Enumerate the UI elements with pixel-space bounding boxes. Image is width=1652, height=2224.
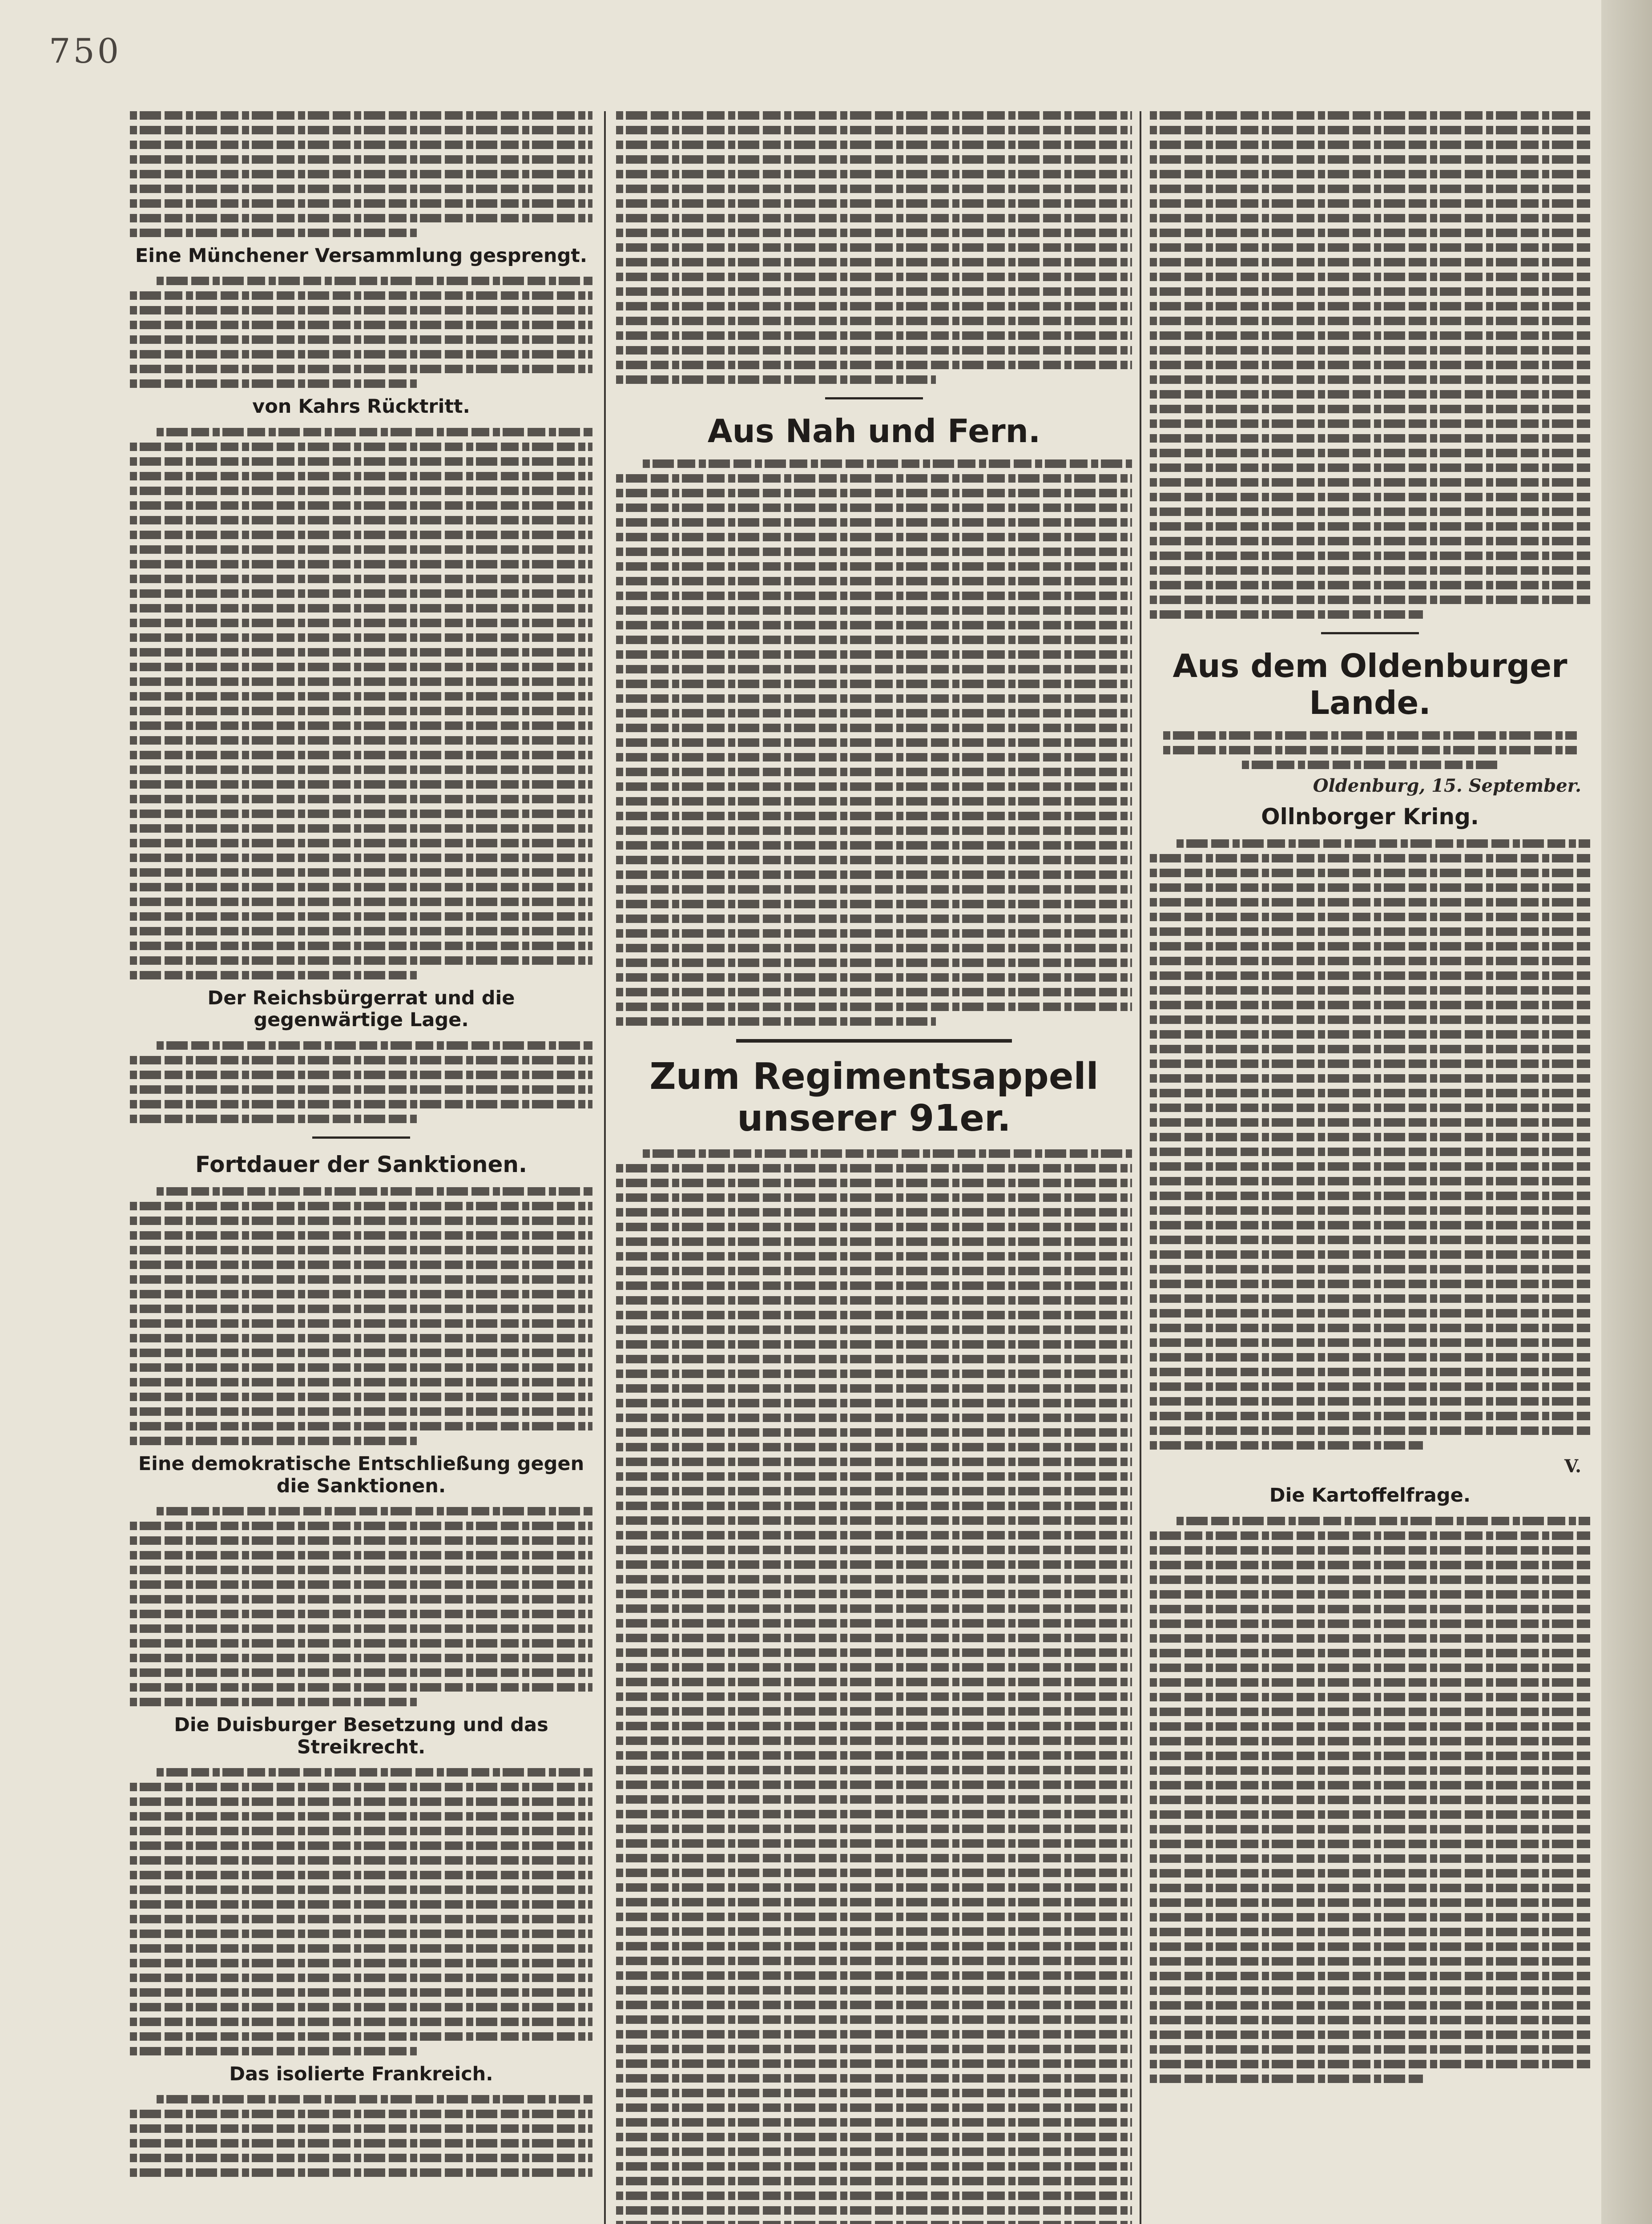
section-divider bbox=[825, 397, 923, 399]
signoff: V. bbox=[1564, 1456, 1581, 1477]
article-text bbox=[130, 111, 592, 237]
article-text bbox=[130, 1768, 592, 2055]
article-text bbox=[616, 1149, 1132, 2224]
article-text bbox=[616, 459, 1132, 1026]
section-divider bbox=[736, 1039, 1012, 1043]
page-edge bbox=[1601, 0, 1652, 2224]
headline-ollnborger-kring: Ollnborger Kring. bbox=[1261, 803, 1479, 830]
column-1 bbox=[130, 111, 592, 2183]
headline-isolierte-frankreich: Das isolierte Frankreich. bbox=[229, 2063, 493, 2085]
article-text bbox=[1150, 111, 1590, 619]
article-text bbox=[616, 111, 1132, 384]
headline-oldenburger-lande: Aus dem Oldenburger Lande. bbox=[1173, 647, 1567, 721]
headline-regimentsappell: Zum Regimentsappell unserer 91er. bbox=[649, 1055, 1099, 1140]
headline-demokratische-entschliessung: Eine demokratische Entschließung gegen die Sanktionen. bbox=[138, 1453, 584, 1497]
headline-kahrs-ruecktritt: von Kahrs Rücktritt. bbox=[252, 395, 470, 418]
column-3 bbox=[1150, 111, 1590, 2089]
article-text bbox=[130, 1507, 592, 1706]
column-rule-1 bbox=[604, 111, 606, 2224]
article-text bbox=[1150, 839, 1590, 1450]
dateline: Oldenburg, 15. September. bbox=[1313, 775, 1581, 796]
page-number: 750 bbox=[49, 31, 122, 71]
article-text bbox=[130, 277, 592, 388]
column-rule-2 bbox=[1140, 111, 1141, 2224]
headline-reichsbuergerrat: Der Reichsbürgerrat und die gegenwärtige Lage. bbox=[207, 987, 515, 1031]
article-text bbox=[130, 428, 592, 979]
headline-duisburger-besetzung: Die Duisburger Besetzung und das Streikrecht. bbox=[174, 1714, 548, 1758]
article-text bbox=[1150, 1517, 1590, 2083]
headline-kartoffelfrage: Die Kartoffelfrage. bbox=[1269, 1484, 1471, 1507]
section-divider bbox=[1321, 632, 1419, 634]
reprint-notice bbox=[1163, 731, 1577, 769]
headline-fortdauer-sanktionen: Fortdauer der Sanktionen. bbox=[195, 1151, 527, 1177]
article-text bbox=[130, 1187, 592, 1445]
article-text bbox=[130, 1041, 592, 1123]
headline-aus-nah-und-fern: Aus Nah und Fern. bbox=[707, 412, 1041, 450]
headline-muenchener-versammlung: Eine Münchener Versammlung gesprengt. bbox=[135, 245, 588, 267]
article-text bbox=[130, 2095, 592, 2177]
section-divider bbox=[312, 1136, 410, 1139]
column-2 bbox=[616, 111, 1132, 2224]
